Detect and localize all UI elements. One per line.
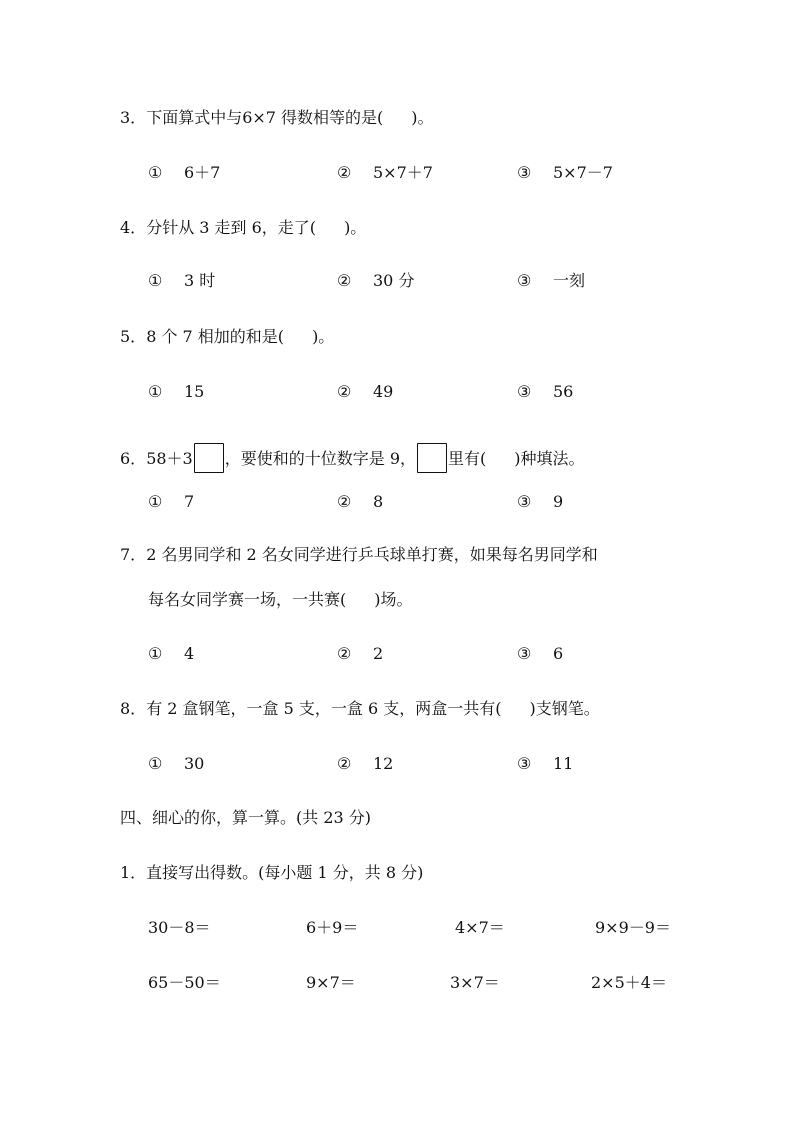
option-mark: ① — [148, 271, 163, 290]
question-text: 下面算式中与6×7 得数相等的是( — [146, 108, 384, 127]
calc-item[interactable]: 9×9－9＝ — [595, 918, 671, 937]
option-text: 8 — [373, 492, 384, 511]
question-number: 7． — [120, 545, 147, 564]
digit-box[interactable] — [194, 443, 224, 473]
option-mark: ② — [337, 492, 352, 511]
option-mark: ③ — [517, 644, 532, 663]
option-3[interactable] — [517, 382, 573, 402]
question-text: 有 2 盒钢笔，一盒 5 支，一盒 6 支，两盒一共有( — [146, 699, 502, 718]
option-3[interactable] — [517, 271, 585, 291]
question-number: 6． — [120, 449, 147, 468]
question-text-end: )场。 — [374, 590, 413, 609]
option-mark: ① — [148, 644, 163, 663]
option-3[interactable] — [517, 644, 563, 664]
option-text: 12 — [373, 754, 394, 773]
calc-item[interactable]: 4×7＝ — [455, 918, 505, 937]
option-text: 2 — [373, 644, 384, 663]
question-text: ，要使和的十位数字是 9， — [224, 449, 417, 468]
option-mark: ① — [148, 492, 163, 511]
option-mark: ③ — [517, 754, 532, 773]
question-5 — [120, 327, 334, 347]
option-text: 7 — [184, 492, 195, 511]
expression: 58＋3 — [146, 449, 193, 468]
option-1[interactable] — [148, 382, 204, 402]
option-text: 一刻 — [553, 271, 586, 290]
question-text-end: )。 — [312, 327, 335, 346]
question-number: 3． — [120, 108, 147, 127]
option-text: 5×7＋7 — [373, 163, 433, 182]
option-text: 5×7－7 — [553, 163, 613, 182]
question-text-end: )种填法。 — [514, 449, 585, 468]
question-text: 分针从 3 走到 6，走了( — [146, 218, 317, 237]
question-text-end: )。 — [344, 218, 367, 237]
option-mark: ② — [337, 644, 352, 663]
option-1[interactable] — [148, 163, 220, 183]
question-7 — [120, 545, 598, 565]
calc-item[interactable]: 65－50＝ — [148, 973, 221, 992]
question-text-end: )支钢笔。 — [529, 699, 600, 718]
option-mark: ② — [337, 382, 352, 401]
option-text: 4 — [184, 644, 195, 663]
option-mark: ② — [337, 163, 352, 182]
option-mark: ③ — [517, 163, 532, 182]
option-3[interactable] — [517, 163, 613, 183]
option-1[interactable] — [148, 271, 215, 291]
option-mark: ② — [337, 271, 352, 290]
option-text: 56 — [553, 382, 574, 401]
option-text: 6 — [553, 644, 564, 663]
question-text-end: )。 — [411, 108, 434, 127]
question-7-line-2 — [148, 590, 413, 610]
option-2[interactable] — [337, 754, 393, 774]
option-text: 30 — [184, 754, 205, 773]
option-mark: ① — [148, 163, 163, 182]
section-heading: 四、细心的你，算一算。(共 23 分) — [120, 808, 372, 827]
option-text: 49 — [373, 382, 394, 401]
calc-item[interactable]: 30－8＝ — [148, 918, 211, 937]
option-1[interactable] — [148, 644, 194, 664]
option-2[interactable] — [337, 492, 383, 512]
option-1[interactable] — [148, 754, 204, 774]
option-mark: ② — [337, 754, 352, 773]
option-2[interactable] — [337, 271, 414, 291]
question-3 — [120, 108, 434, 128]
option-mark: ① — [148, 754, 163, 773]
option-2[interactable] — [337, 163, 433, 183]
calc-item[interactable]: 9×7＝ — [306, 973, 356, 992]
calc-item[interactable]: 6＋9＝ — [306, 918, 359, 937]
option-1[interactable] — [148, 492, 194, 512]
question-text: 2 名男同学和 2 名女同学进行乒乓球单打赛，如果每名男同学和 — [146, 545, 598, 564]
question-text: 里有( — [448, 449, 487, 468]
option-text: 3 时 — [184, 271, 216, 290]
calc-item[interactable]: 3×7＝ — [450, 973, 500, 992]
digit-box[interactable] — [417, 443, 447, 473]
option-2[interactable] — [337, 382, 393, 402]
subsection-heading: 1．直接写出得数。(每小题 1 分，共 8 分) — [120, 863, 424, 882]
option-mark: ③ — [517, 492, 532, 511]
option-3[interactable] — [517, 492, 563, 512]
question-4 — [120, 218, 366, 238]
option-mark: ③ — [517, 382, 532, 401]
question-number: 8． — [120, 699, 147, 718]
question-8 — [120, 699, 600, 719]
question-6 — [120, 443, 585, 473]
option-2[interactable] — [337, 644, 383, 664]
option-text: 30 分 — [373, 271, 415, 290]
question-number: 5． — [120, 327, 147, 346]
question-text: 8 个 7 相加的和是( — [146, 327, 285, 346]
option-3[interactable] — [517, 754, 573, 774]
question-text: 每名女同学赛一场，一共赛( — [148, 590, 347, 609]
option-text: 15 — [184, 382, 205, 401]
calc-item[interactable]: 2×5＋4＝ — [591, 973, 667, 992]
option-text: 9 — [553, 492, 564, 511]
option-text: 6＋7 — [184, 163, 221, 182]
option-text: 11 — [553, 754, 574, 773]
option-mark: ① — [148, 382, 163, 401]
question-number: 4． — [120, 218, 147, 237]
option-mark: ③ — [517, 271, 532, 290]
